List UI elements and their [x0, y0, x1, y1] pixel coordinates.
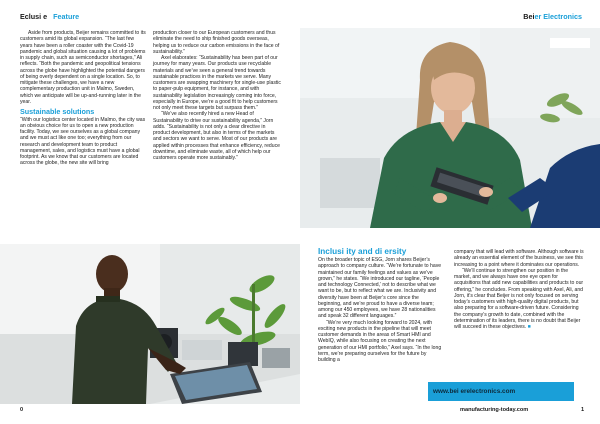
paragraph: production closer to our European customers and thus eliminate the need to ship finished goods overseas, helping us to reduce our carbon emissions in the face of sustainability.” [153, 30, 280, 55]
paragraph: “With our logistics center located in Malmo, the city was an obvious choice for us to open a new production facility. Today, we see ourselves as a global company and we must act like one too; everything from our research and development team to product management, sales, and logistics must have a global footprint. As we know that our customers are located across the globe, the new site will bring [20, 116, 146, 167]
website-link[interactable]: www.bei erelectronics.com [433, 388, 516, 395]
right-column-1 [318, 257, 442, 363]
left-header [20, 12, 79, 21]
website-link-box[interactable] [428, 382, 574, 401]
right-header [523, 12, 582, 21]
left-column-2 [153, 30, 283, 161]
end-mark: ■ [527, 324, 531, 330]
header-brand-part: er Electronics [534, 12, 582, 21]
section-title: Inclusi ity and di ersity [318, 247, 407, 256]
left-column-1 [20, 30, 146, 167]
header-brand-part: Bei [523, 12, 535, 21]
section-heading: Sustainable solutions [20, 107, 95, 116]
header-section: Feature [53, 12, 80, 21]
photo-man-workstation [0, 244, 300, 404]
paragraph: Axel elaborates: “Sustainability has been part of our journey for many years. Our products use recyclable materials and we’ve seen a general trend towards sustainable practices in the markets we serve. Many customers are swapping machinery for single-use plastic to paper-pulp equipment, for instance, and with sustainability legislation increasingly coming into force, especially in Europe, we’re a good fit to help customers not only meet these targets but surpass them.” [153, 55, 281, 111]
paragraph: “We’ve also recently hired a new Head of Sustainability to drive our sustainability agenda,” Jorn adds. “Sustainability is not only a clear directive in product development, but also in terms of the markets and sectors we want to serve. Most of our products are applied within processes that enhance efficiency, reduce downtime, and eliminate waste, all of which help our customers operate more sustainably.” [153, 111, 280, 161]
right-column-2 [454, 249, 584, 330]
header-brand: Eclusi e [20, 12, 48, 21]
footer-site: manufacturing-today.com [460, 407, 529, 413]
paragraph: On the broader topic of ESG, Jorn shares Beijer’s approach to company culture. “We’re fortunate to have maintained our family feelings and values as we’ve grown,” he states. “We introduced our tagline, ‘People and technology Connected,’ not to describe what we want to be, but to reflect what we are. Inclusivity and diversity have been at Beijer’s core since the beginning, and we’re proud to have a diverse team; among our 450 employees, we have 28 nationalities and speak 32 different languages.” [318, 257, 442, 320]
paragraph-text: “We’ll continue to strengthen our position in the market, and we always have one eye open for acquisitions that add new capabilities and products to our offering,” he concludes. From speaking with Axel, Ali, and Jorn, it’s clear that Beijer is not only focused on serving today’s customers with high-quality digital products, but also preparing for a software-driven future. Considering the company’s growth to date, combined with the determination of its leaders, there is no doubt that Beijer will succeed in these objectives. [454, 267, 584, 330]
paragraph: company that will lead with software. Although software is already an essential element of the business, we see this increasing to a point where it dominates our operations. [454, 249, 584, 268]
page-number: 1 [581, 407, 585, 413]
right-page [300, 0, 600, 424]
paragraph: Aside from products, Beijer remains committed to its customers amid its global expansion. “The last few years have been a roller coaster with the Covid-19 pandemic and global situation causing a lot of problems in supply chain, such as semiconductor shortages,” Ali reflects. “Both the pandemic and geopolitical tensions across the globe have highlighted the potential dangers of being overly dependent on a single location. So, to mitigate these challenges, we have a new complementary production unit in Malmo, Sweden, which we anticipate will be up-and-running later in the year. [20, 30, 146, 105]
paragraph: “We’re very much looking forward to 2024, with exciting new products in the pipeline that will meet customer demands in the areas of Smart HMI and WebIQ, while also focusing on creating the next generation of our HMI portfolio,” Axel says. “In the long term, we’re preparing ourselves for the future by building a [318, 319, 442, 363]
paragraph [454, 268, 584, 331]
page-number: 0 [20, 407, 24, 413]
photo-woman-device [300, 28, 600, 228]
